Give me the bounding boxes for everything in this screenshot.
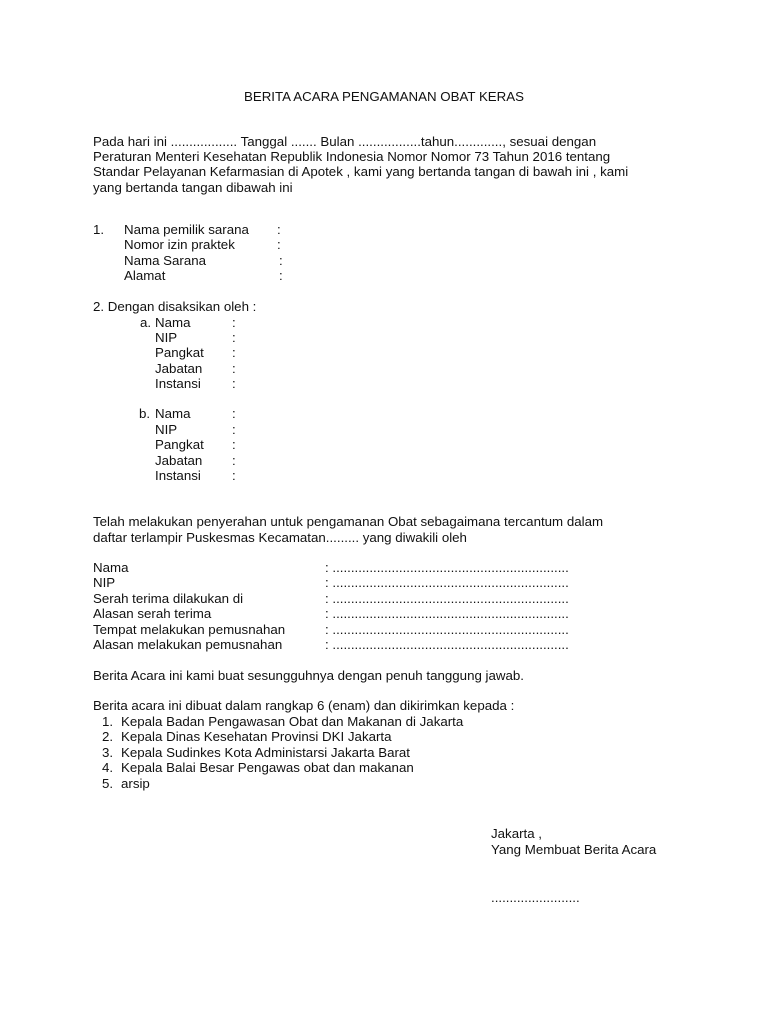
field-colon: : [279, 268, 283, 283]
list-item-number: 3. [102, 745, 114, 760]
section-heading: 2. Dengan disaksikan oleh : [93, 299, 257, 314]
field-colon: : [232, 468, 236, 483]
field-colon: : [277, 237, 281, 252]
section-number: 1. [93, 222, 105, 237]
list-item-number: 4. [102, 760, 114, 775]
list-item-number: 5. [102, 776, 114, 791]
intro-line: yang bertanda tangan dibawah ini [93, 180, 293, 195]
intro-line: Pada hari ini .................. Tanggal ....... Bulan .................tahun............., sesuai dengan [93, 134, 597, 149]
list-item: Kepala Balai Besar Pengawas obat dan makanan [121, 760, 414, 775]
list-item: Kepala Dinas Kesehatan Provinsi DKI Jakarta [121, 729, 392, 744]
field-colon: : [232, 422, 236, 437]
detail-label: Nama [93, 560, 129, 575]
field-colon: : [232, 406, 236, 421]
intro-line: Peraturan Menteri Kesehatan Republik Indonesia Nomor Nomor 73 Tahun 2016 tentang [93, 149, 611, 164]
handover-line: daftar terlampir Puskesmas Kecamatan......... yang diwakili oleh [93, 530, 467, 545]
detail-label: Serah terima dilakukan di [93, 591, 244, 606]
field-colon: : [232, 345, 236, 360]
field-label: Nama Sarana [124, 253, 207, 268]
detail-value: : ................................................................ [325, 560, 569, 575]
detail-label: Alasan melakukan pemusnahan [93, 637, 283, 652]
field-label: Instansi [155, 376, 201, 391]
field-label: Pangkat [155, 437, 204, 452]
witness-marker: b. [139, 406, 151, 421]
list-item-number: 2. [102, 729, 114, 744]
detail-value: : ................................................................ [325, 622, 569, 637]
signature-place: Jakarta , [491, 826, 542, 841]
field-colon: : [232, 330, 236, 345]
witness-marker: a. [140, 315, 152, 330]
detail-label: NIP [93, 575, 116, 590]
detail-label: Tempat melakukan pemusnahan [93, 622, 286, 637]
field-label: Pangkat [155, 345, 204, 360]
field-label: Nama pemilik sarana [124, 222, 249, 237]
field-colon: : [232, 376, 236, 391]
field-colon: : [232, 315, 236, 330]
list-item: arsip [121, 776, 150, 791]
distribution-heading: Berita acara ini dibuat dalam rangkap 6 (enam) dan dikirimkan kepada : [93, 698, 515, 713]
field-label: Jabatan [155, 361, 203, 376]
field-label: Instansi [155, 468, 201, 483]
field-colon: : [232, 361, 236, 376]
field-label: NIP [155, 422, 178, 437]
closing-statement: Berita Acara ini kami buat sesungguhnya dengan penuh tanggung jawab. [93, 668, 524, 683]
detail-value: : ................................................................ [325, 637, 569, 652]
detail-value: : ................................................................ [325, 591, 569, 606]
list-item: Kepala Sudinkes Kota Administarsi Jakarta Barat [121, 745, 410, 760]
field-colon: : [279, 253, 283, 268]
detail-label: Alasan serah terima [93, 606, 212, 621]
detail-value: : ................................................................ [325, 575, 569, 590]
field-label: Nama [155, 315, 191, 330]
intro-line: Standar Pelayanan Kefarmasian di Apotek , kami yang bertanda tangan di bawah ini , kami [93, 164, 629, 179]
field-colon: : [232, 453, 236, 468]
list-item: Kepala Badan Pengawasan Obat dan Makanan di Jakarta [121, 714, 464, 729]
field-label: NIP [155, 330, 178, 345]
list-item-number: 1. [102, 714, 114, 729]
document-title: BERITA ACARA PENGAMANAN OBAT KERAS [243, 89, 525, 104]
field-colon: : [277, 222, 281, 237]
field-colon: : [232, 437, 236, 452]
field-label: Alamat [124, 268, 166, 283]
signature-role: Yang Membuat Berita Acara [491, 842, 657, 857]
detail-value: : ................................................................ [325, 606, 569, 621]
field-label: Jabatan [155, 453, 203, 468]
handover-line: Telah melakukan penyerahan untuk pengamanan Obat sebagaimana tercantum dalam [93, 514, 604, 529]
field-label: Nomor izin praktek [124, 237, 235, 252]
field-label: Nama [155, 406, 191, 421]
signature-blank: ........................ [491, 890, 580, 905]
